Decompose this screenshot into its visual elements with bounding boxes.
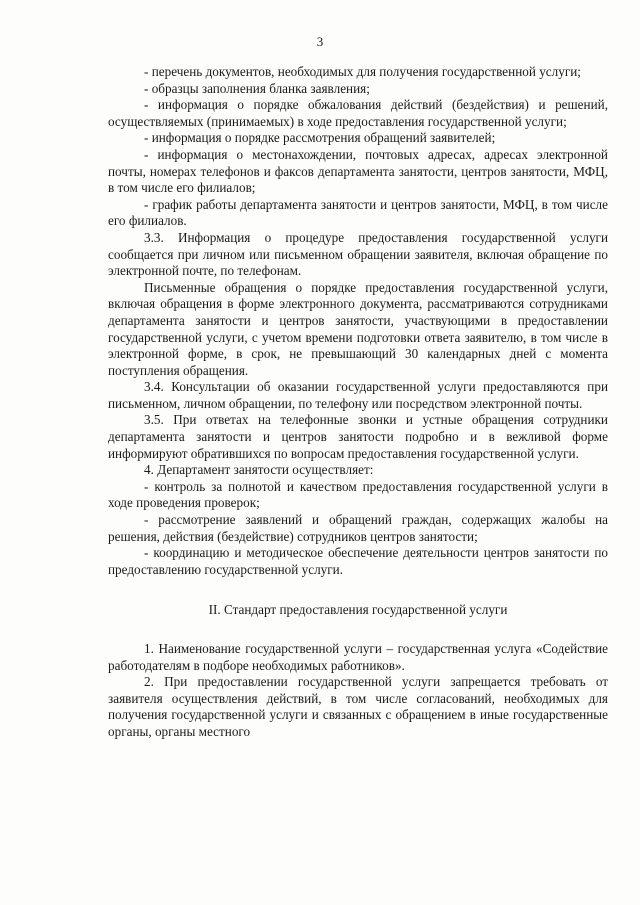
paragraph: 2. При предоставлении государственной услуги запрещается требовать от заявителя осуществления действий, в том числе согласований, необходимых для получения государственной услуги и связанных с обращением в иные государственные органы, органы местного xyxy=(108,674,608,739)
paragraph: - образцы заполнения бланка заявления; xyxy=(144,80,370,96)
paragraph: - график работы департамента занятости и центров занятости, МФЦ, в том числе его филиалов. xyxy=(108,196,608,229)
paragraph: - перечень документов, необходимых для получения государственной услуги; xyxy=(144,64,581,79)
paragraph: - контроль за полнотой и качеством предоставления государственной услуги в ходе проведения проверок; xyxy=(108,478,608,511)
document-body xyxy=(108,64,608,741)
paragraph: 3.4. Консультации об оказании государственной услуги предоставляются при письменном, личном обращении, по телефону или посредством электронной почты. xyxy=(108,379,608,411)
paragraph: Письменные обращения о порядке предоставления государственной услуги, включая обращения в форме электронного документа, рассматриваются сотрудниками департамента занятости и центров занятости, участвующими в предоставлении государственной услуги, с учетом времени подготовки ответа заявителю, в том числе в электронной форме, в срок, не превышающий 30 календарных дней с момента поступления обращения. xyxy=(108,279,608,378)
paragraph: - информация о порядке рассмотрения обращений заявителей; xyxy=(144,130,496,146)
paragraph: 3.3. Информация о процедуре предоставления государственной услуги сообщается при личном или письменном обращении заявителя, включая обращение по электронной почте, по телефонам. xyxy=(108,229,608,279)
paragraph: 4. Департамент занятости осуществляет: xyxy=(144,462,374,478)
section-heading: II. Стандарт предоставления государственной услуги xyxy=(208,602,508,618)
paragraph: - координацию и методическое обеспечение деятельности центров занятости по предоставлению государственной услуги. xyxy=(108,545,608,577)
paragraph: 3.5. При ответах на телефонные звонки и устные обращения сотрудники департамента занятости и центров занятости подробно и в вежливой форме информируют обратившихся по вопросам предоставления государственной услуги. xyxy=(108,412,608,461)
paragraph: - рассмотрение заявлений и обращений граждан, содержащих жалобы на решения, действия (бездействие) сотрудников центров занятости; xyxy=(108,512,608,544)
paragraph: 1. Наименование государственной услуги – государственная услуга «Содействие работодателям в подборе необходимых работников». xyxy=(108,641,608,673)
paragraph: - информация о местонахождении, почтовых адресах, адресах электронной почты, номерах телефонов и факсов департамента занятости, центров занятости, МФЦ, в том числе его филиалов; xyxy=(108,146,608,196)
page-number: 3 xyxy=(316,34,324,49)
paragraph: - информация о порядке обжалования действий (бездействия) и решений, осуществляемых (принимаемых) в ходе предоставления государственной услуги; xyxy=(108,97,608,129)
